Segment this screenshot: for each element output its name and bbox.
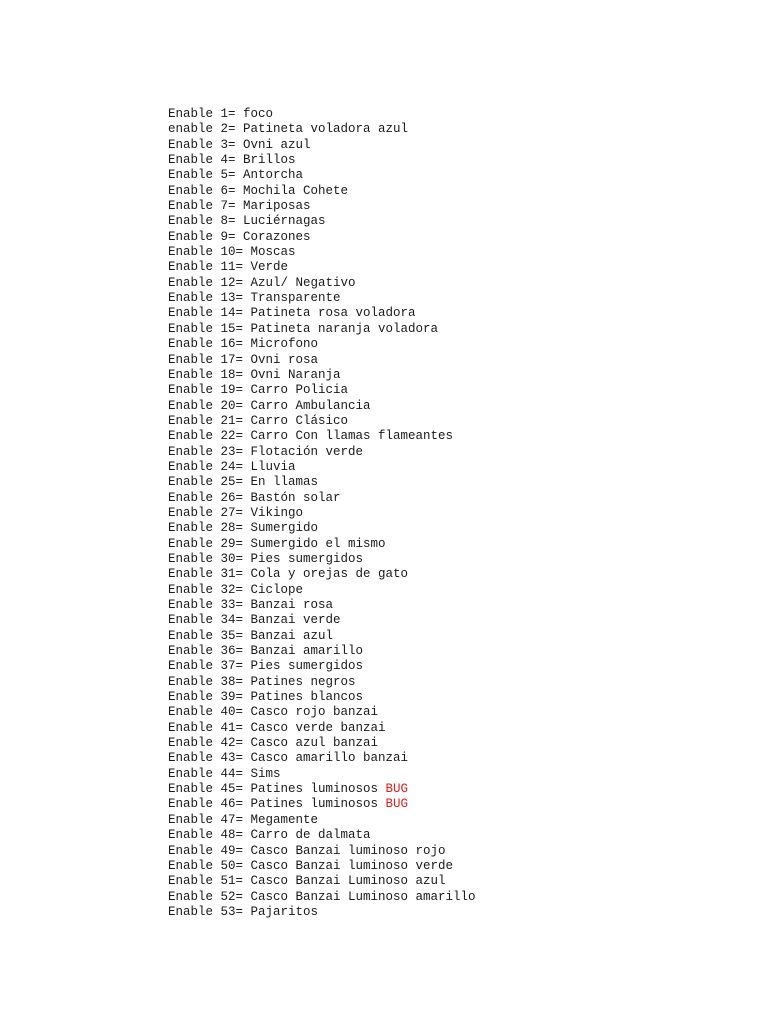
enable-line [168,122,476,137]
enable-line-text: Enable 46= Patines luminosos [168,797,386,812]
enable-line-text: Enable 7= Mariposas [168,199,311,214]
enable-line-text: Enable 40= Casco rojo banzai [168,705,379,720]
enable-line-text: Enable 6= Mochila Cohete [168,183,349,198]
enable-line-text: Enable 23= Flotación verde [168,444,364,459]
enable-line-text: Enable 33= Banzai rosa [168,598,334,612]
enable-line-text: Enable 20= Carro Ambulancia [168,398,371,413]
enable-line-text: Enable 21= Carro Clásico [168,413,349,428]
enable-line-text: Enable 4= Brillos [168,153,296,168]
bug-tag: BUG [385,797,409,812]
enable-line [168,260,476,275]
enable-line [168,537,476,552]
enable-line-text: Enable 16= Microfono [168,337,319,352]
enable-line-text: Enable 30= Pies sumergidos [168,551,364,566]
enable-line [168,168,476,183]
enable-line-text: Enable 10= Moscas [168,245,296,260]
enable-line [168,751,476,766]
enable-line-text: Enable 37= Pies sumergidos [168,659,364,674]
enable-line [168,399,476,414]
enable-line-text: Enable 15= Patineta naranja voladora [168,321,439,336]
enable-line [168,844,476,859]
enable-line [168,659,476,674]
bug-tag: BUG [385,782,409,797]
enable-line [168,214,476,229]
enable-line-text: Enable 44= Sims [168,766,281,781]
enable-line-text: Enable 11= Verde [168,260,289,275]
enable-line [168,245,476,260]
enable-line [168,521,476,536]
enable-line [168,644,476,659]
enable-line [168,859,476,874]
enable-line-text: Enable 38= Patines negros [168,674,356,689]
enable-line-text: Enable 24= Lluvia [168,459,296,474]
enable-line [168,322,476,337]
enable-line [168,874,476,889]
enable-line [168,613,476,628]
enable-line [168,736,476,751]
enable-line [168,767,476,782]
enable-line-text: Enable 18= Ovni Naranja [168,367,341,382]
enable-line-text: Enable 27= Vikingo [168,505,304,520]
enable-line-text: Enable 34= Banzai verde [168,613,341,628]
enable-line [168,276,476,291]
enable-line [168,491,476,506]
enable-line-text: Enable 32= Ciclope [168,582,304,597]
enable-line [168,306,476,321]
enable-code-list [168,107,476,920]
enable-line-text: Enable 1= foco [168,107,274,121]
enable-line-text: Enable 36= Banzai amarillo [168,644,364,659]
enable-line [168,107,476,122]
enable-line [168,675,476,690]
enable-line [168,905,476,920]
enable-line-text: Enable 29= Sumergido el mismo [168,536,386,551]
enable-line [168,506,476,521]
enable-line [168,583,476,598]
enable-line-text: Enable 47= Megamente [168,812,319,827]
enable-line [168,567,476,582]
enable-line-text: Enable 48= Carro de dalmata [168,828,371,843]
enable-line-text: Enable 31= Cola y orejas de gato [168,567,409,582]
enable-line-text: Enable 49= Casco Banzai luminoso rojo [168,843,446,858]
enable-line [168,199,476,214]
enable-line-text: Enable 26= Bastón solar [168,490,341,505]
enable-line [168,353,476,368]
enable-line-text: Enable 22= Carro Con llamas flameantes [168,429,454,444]
enable-line [168,414,476,429]
enable-line-text: Enable 43= Casco amarillo banzai [168,751,409,766]
enable-line-text: Enable 35= Banzai azul [168,628,334,643]
enable-line-text: Enable 53= Pajaritos [168,904,319,919]
enable-line [168,153,476,168]
enable-line [168,184,476,199]
enable-line [168,383,476,398]
enable-line-text: Enable 17= Ovni rosa [168,352,319,367]
enable-line-text: Enable 5= Antorcha [168,168,304,183]
enable-line-text: Enable 9= Corazones [168,229,311,244]
enable-line [168,429,476,444]
enable-line-text: Enable 3= Ovni azul [168,137,311,152]
enable-line [168,368,476,383]
enable-line [168,475,476,490]
enable-line-text: Enable 45= Patines luminosos [168,782,386,797]
enable-line-text: Enable 13= Transparente [168,291,341,306]
enable-line-text: Enable 52= Casco Banzai Luminoso amarillo [168,889,476,904]
enable-line-text: Enable 41= Casco verde banzai [168,720,386,735]
enable-line-text: Enable 50= Casco Banzai luminoso verde [168,858,454,873]
enable-line [168,552,476,567]
enable-line-text: Enable 42= Casco azul banzai [168,736,379,751]
enable-line [168,690,476,705]
enable-line [168,705,476,720]
enable-line [168,629,476,644]
enable-line [168,890,476,905]
enable-line [168,782,476,797]
enable-line [168,460,476,475]
enable-line-text: Enable 39= Patines blancos [168,690,364,705]
enable-line [168,813,476,828]
enable-line-text: Enable 25= En llamas [168,475,319,490]
enable-line [168,445,476,460]
enable-line-text: Enable 51= Casco Banzai Luminoso azul [168,874,446,889]
enable-line-text: Enable 14= Patineta rosa voladora [168,306,416,321]
enable-line [168,337,476,352]
enable-line-text: Enable 28= Sumergido [168,521,319,536]
enable-line [168,797,476,812]
enable-line [168,230,476,245]
enable-line [168,138,476,153]
enable-line [168,721,476,736]
enable-line [168,291,476,306]
enable-line-text: Enable 8= Luciérnagas [168,214,326,229]
enable-line-text: Enable 19= Carro Policia [168,383,349,398]
enable-line-text: Enable 12= Azul/ Negativo [168,275,356,290]
enable-line-text: enable 2= Patineta voladora azul [168,122,409,137]
enable-line [168,828,476,843]
enable-line [168,598,476,613]
